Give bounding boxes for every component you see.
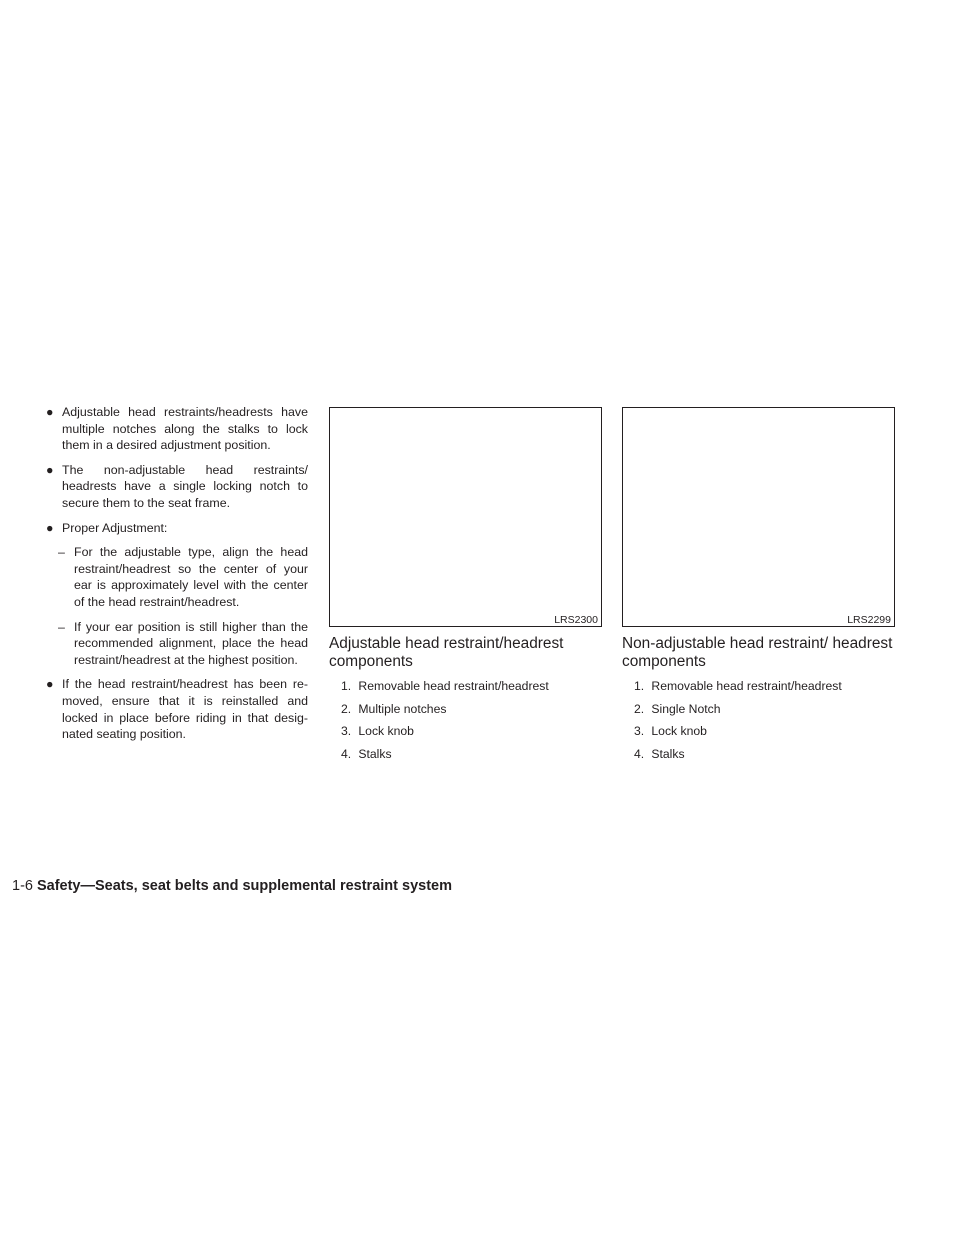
bullet-icon: ● (46, 520, 54, 535)
dash-item (46, 544, 308, 610)
component-list (329, 679, 604, 762)
list-item: 4. Stalks (634, 746, 685, 761)
list-item: 4. Stalks (341, 746, 392, 761)
bullet-item (46, 520, 308, 537)
list-item: 3. Lock knob (634, 724, 707, 739)
caption-non-adjustable (622, 635, 897, 769)
list-item: 2. Single Notch (634, 701, 721, 716)
component-list (622, 679, 897, 762)
bullet-item (46, 676, 308, 742)
bullet-icon: ● (46, 405, 54, 419)
list-item: 3. Lock knob (341, 724, 414, 739)
dash-item (46, 619, 308, 669)
section-title: Safety—Seats, seat belts and supplemental restraint system (36, 878, 452, 894)
left-column (46, 404, 308, 751)
dash-icon: – (58, 545, 65, 560)
caption-title: Non-adjustable head restraint/ headrest components (622, 635, 893, 670)
caption-adjustable (329, 635, 604, 769)
list-item: 1. Removable head restraint/headrest (341, 679, 549, 693)
bullet-icon: ● (46, 677, 54, 692)
caption-title: Adjustable head restraint/headrest components (329, 635, 564, 670)
bullet-text: If the head restraint/headrest has been re-moved, ensure that it is reinstalled and locked in place before riding in that desig-nated seating position. (62, 677, 308, 742)
figure-code: LRS2300 (554, 614, 598, 626)
figure-non-adjustable-head-restraint (622, 407, 895, 627)
page-footer (12, 878, 452, 894)
dash-text: If your ear position is still higher than the recommended alignment, place the head restraint/headrest at the highest position. (74, 619, 308, 667)
list-item: 1. Removable head restraint/headrest (634, 679, 842, 693)
dash-icon: – (58, 619, 65, 634)
bullet-text: Adjustable head restraints/headrests have multiple notches along the stalks to lock them in a desired adjustment position. (62, 405, 308, 453)
bullet-item (46, 404, 308, 454)
bullet-icon: ● (46, 462, 54, 477)
page-number: 1-6 (12, 878, 33, 894)
bullet-text: The non-adjustable head restraints/ headrests have a single locking notch to secure them to the seat frame. (62, 462, 308, 510)
bullet-item (46, 462, 308, 512)
bullet-text: Proper Adjustment: (62, 520, 168, 535)
figure-code: LRS2299 (847, 614, 891, 626)
dash-text: For the adjustable type, align the head restraint/headrest so the center of your ear is approximately level with the center of the head restraint/headrest. (74, 545, 308, 609)
list-item: 2. Multiple notches (341, 701, 447, 716)
figure-adjustable-head-restraint (329, 407, 602, 627)
